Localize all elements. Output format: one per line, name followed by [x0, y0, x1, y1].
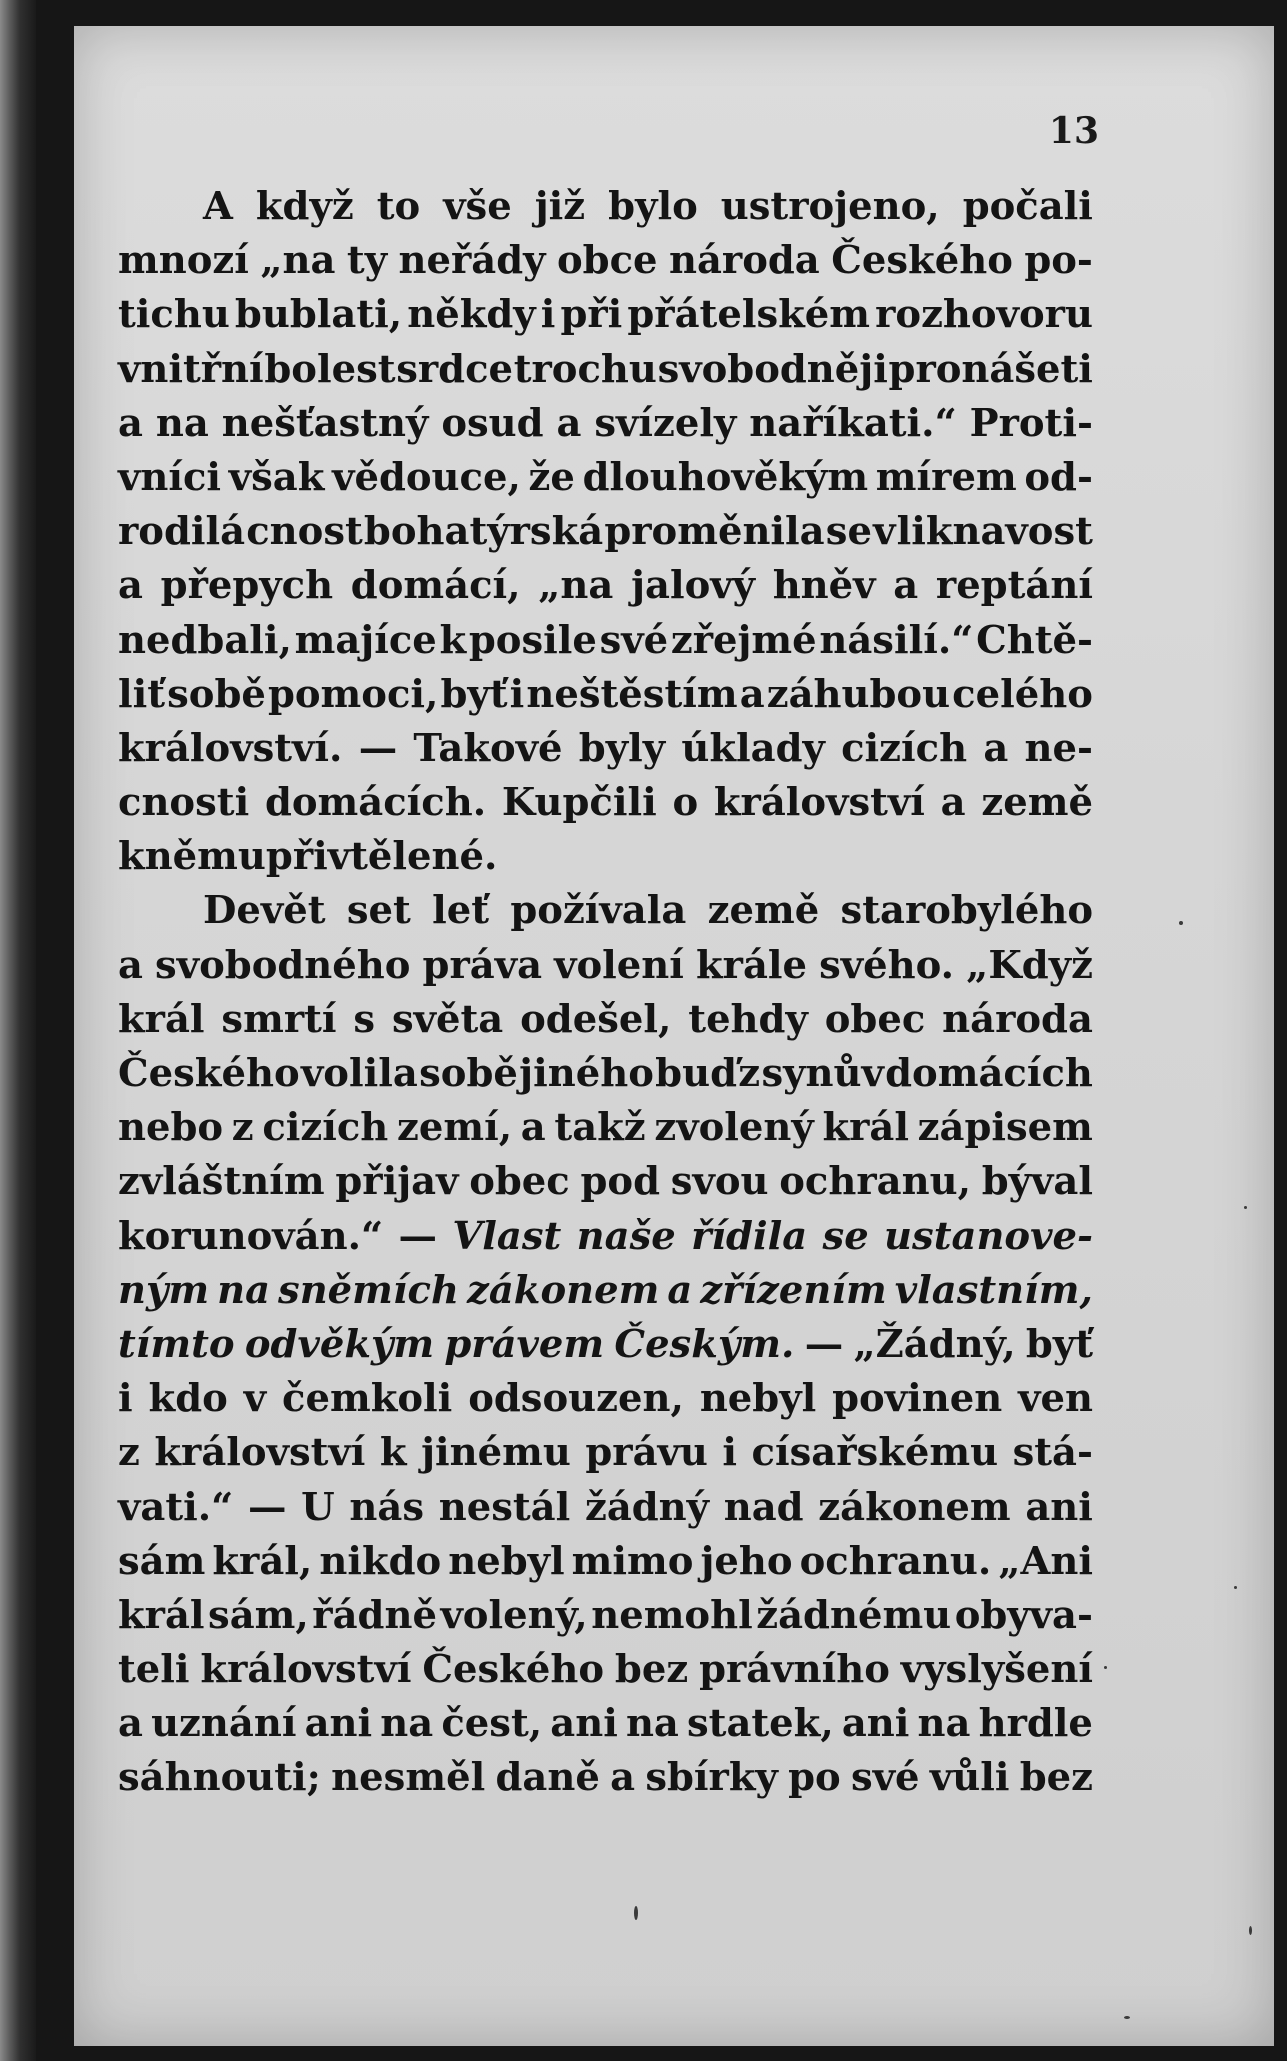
word: proměnila: [604, 509, 825, 555]
text-line: [118, 1697, 1093, 1751]
word: právem: [444, 1321, 605, 1367]
word: národa: [668, 238, 820, 284]
word: „na: [260, 238, 336, 284]
word: —: [804, 1321, 844, 1367]
text-line: [118, 668, 1093, 722]
word: nad: [723, 1484, 804, 1530]
text-line: [118, 1643, 1093, 1697]
word: reptání: [935, 563, 1093, 609]
word: pod: [580, 1159, 661, 1205]
word: v: [243, 1376, 267, 1422]
word: na: [380, 1701, 434, 1747]
word: na: [625, 1701, 679, 1747]
word: vůli: [929, 1755, 1010, 1801]
text-line: [118, 1264, 1093, 1318]
word: ani: [841, 1701, 910, 1747]
word: statek,: [686, 1701, 834, 1747]
word: a: [983, 725, 1009, 771]
word: —: [398, 1213, 438, 1259]
word: domácích.: [264, 780, 487, 826]
word: záhubou: [766, 671, 951, 717]
word: němu: [144, 834, 266, 880]
word: tichu: [118, 292, 230, 338]
word: nesměl: [331, 1755, 486, 1801]
word: království: [200, 1647, 412, 1693]
word: král: [822, 1105, 909, 1151]
word: domácí,: [350, 563, 521, 609]
word: a: [610, 1755, 636, 1801]
word: násilí.“: [819, 617, 974, 663]
word: svou: [670, 1159, 769, 1205]
text-line: [118, 180, 1093, 234]
book-spine-edge: [0, 0, 36, 2061]
text-line: [118, 1155, 1093, 1209]
text-line: [118, 993, 1093, 1047]
word: k: [439, 617, 467, 663]
word: i: [540, 292, 556, 338]
text-line: [118, 614, 1093, 668]
word: takž: [554, 1105, 646, 1151]
word: sněmích: [278, 1267, 459, 1313]
word: vědouce,: [332, 454, 521, 500]
word: odsouzen,: [468, 1376, 684, 1422]
word: mnozí: [118, 238, 249, 284]
ink-speck: [634, 1906, 638, 1920]
word: království: [154, 1430, 366, 1476]
text-line: [118, 1047, 1093, 1101]
word: nebo: [118, 1105, 224, 1151]
word: jiného: [519, 1051, 654, 1096]
word: a: [940, 780, 966, 826]
word: Devět: [203, 888, 326, 934]
word: a: [739, 671, 765, 717]
word: zákonem: [466, 1267, 660, 1313]
word: ani: [304, 1701, 373, 1747]
word: sám,: [208, 1592, 309, 1638]
word: bolest: [264, 346, 396, 392]
word: někdy: [407, 292, 536, 338]
word: sobě: [419, 1051, 518, 1096]
word: svého.: [819, 942, 955, 988]
word: a: [118, 563, 143, 609]
word: království.: [118, 725, 343, 771]
word: celého: [952, 671, 1093, 717]
word: i: [509, 671, 525, 717]
text-line: [118, 1210, 1093, 1264]
word: cnosti: [118, 780, 250, 826]
word: král: [118, 996, 205, 1042]
word: obyva-: [954, 1592, 1093, 1638]
word: volila: [300, 1051, 418, 1096]
word: při: [560, 292, 623, 338]
word: zvolený: [654, 1105, 814, 1151]
word: domácích: [885, 1051, 1093, 1096]
text-line: [118, 397, 1093, 451]
word: a: [893, 563, 919, 609]
word: světa: [391, 996, 504, 1042]
word: Českým.: [614, 1321, 795, 1367]
word: osud: [441, 400, 544, 446]
text-line: [118, 343, 1093, 397]
word: žádnému: [756, 1592, 952, 1638]
word: „Ani: [998, 1538, 1093, 1584]
word: jeho: [700, 1538, 793, 1584]
text-line: [118, 234, 1093, 288]
text-line: [118, 288, 1093, 342]
word: nás: [349, 1484, 425, 1530]
word: nebyl: [448, 1538, 565, 1584]
word: sám: [118, 1538, 206, 1584]
word: volení: [554, 942, 684, 988]
word: krále: [696, 942, 808, 988]
word: ochranu,: [779, 1159, 971, 1205]
word: země: [707, 888, 820, 934]
word: právního: [699, 1647, 890, 1693]
word: k: [379, 1430, 407, 1476]
word: čest,: [441, 1701, 543, 1747]
word: ne-: [1024, 725, 1093, 771]
word: rozhovoru: [875, 292, 1093, 338]
word: uznání: [151, 1701, 297, 1747]
word: liknavost: [896, 509, 1093, 555]
text-line: [118, 1481, 1093, 1535]
word: trochu: [513, 346, 657, 392]
word: od-: [1024, 454, 1093, 500]
word: když: [255, 184, 354, 229]
word: —: [358, 725, 398, 771]
text-line: [118, 1426, 1093, 1480]
word: čemkoli: [282, 1376, 453, 1422]
word: z: [118, 1430, 140, 1476]
word: práva: [422, 942, 543, 988]
word: že: [528, 454, 575, 500]
word: Českého: [422, 1647, 605, 1693]
word: Proti-: [969, 400, 1093, 446]
word: nedbali,: [118, 617, 292, 663]
text-line: [118, 884, 1093, 938]
word: a: [520, 1105, 546, 1151]
word: vlastním,: [894, 1267, 1093, 1313]
word: Vlast: [452, 1213, 562, 1259]
word: tímto: [118, 1321, 235, 1367]
text-line: [118, 1318, 1093, 1372]
word: Českého: [831, 238, 1013, 284]
word: svízely: [594, 400, 737, 446]
text-line: [118, 1535, 1093, 1589]
word: dlouhověkým: [582, 454, 869, 500]
word: vati.“: [118, 1484, 234, 1530]
word: cizích: [841, 725, 968, 771]
word: jinému: [421, 1430, 571, 1476]
word: na: [917, 1701, 971, 1747]
ink-speck: [1234, 1586, 1237, 1589]
word: nebyl: [699, 1376, 817, 1422]
body-text: [118, 180, 1093, 1806]
word: řídila: [691, 1213, 808, 1259]
text-line: [118, 722, 1093, 776]
word: o: [672, 780, 699, 826]
word: byť: [1025, 1321, 1093, 1367]
word: zvláštním: [118, 1159, 325, 1205]
word: sáhnouti;: [118, 1755, 321, 1801]
word: vyslyšení: [900, 1647, 1093, 1693]
word: to: [376, 184, 421, 229]
word: majíce: [294, 617, 437, 663]
word: svobodného: [155, 942, 411, 988]
word: počali: [962, 184, 1093, 229]
word: A: [203, 184, 233, 229]
word: liť: [118, 671, 166, 717]
word: naše: [576, 1213, 676, 1259]
word: z: [738, 1051, 761, 1096]
word: král: [118, 1592, 205, 1638]
word: U: [301, 1484, 335, 1530]
word: sbírky: [645, 1755, 778, 1801]
word: Chtě-: [976, 617, 1093, 663]
word: požívala: [510, 888, 687, 934]
word: přepych: [160, 563, 334, 609]
word: srdce: [396, 346, 514, 392]
word: leť: [432, 888, 490, 934]
word: odešel,: [520, 996, 672, 1042]
word: hněv: [772, 563, 876, 609]
text-line: [118, 505, 1093, 559]
word: korunován.“: [118, 1213, 384, 1259]
word: „Když: [966, 942, 1093, 988]
word: národa: [942, 996, 1093, 1042]
word: Českého: [118, 1051, 300, 1096]
word: buď: [655, 1051, 737, 1096]
word: povinen: [832, 1376, 1003, 1422]
word: nestál: [438, 1484, 571, 1530]
word: kdo: [148, 1376, 228, 1422]
word: set: [346, 888, 411, 934]
word: hrdle: [978, 1701, 1093, 1747]
word: a: [118, 942, 143, 988]
word: mimo: [571, 1538, 694, 1584]
ink-speck: [1249, 1926, 1252, 1935]
text-line: [118, 776, 1093, 830]
word: posile: [468, 617, 597, 663]
word: —: [247, 1484, 287, 1530]
word: po-: [1024, 238, 1093, 284]
word: byly: [578, 725, 666, 771]
word: přijav: [335, 1159, 459, 1205]
word: přátelském: [627, 292, 871, 338]
word: nešťastný: [221, 400, 429, 446]
text-line: [118, 1751, 1093, 1805]
word: ustrojeno,: [720, 184, 940, 229]
ink-speck: [1104, 1666, 1107, 1669]
word: zřejmé: [670, 617, 817, 663]
ink-speck: [1124, 2016, 1130, 2019]
word: teli: [118, 1647, 190, 1693]
word: již: [534, 184, 586, 229]
word: království: [713, 780, 925, 826]
word: se: [825, 509, 872, 555]
word: Takové: [413, 725, 563, 771]
word: svobodněji: [657, 346, 888, 392]
word: daně: [495, 1755, 600, 1801]
word: pomoci,: [267, 671, 439, 717]
text-line: [118, 1372, 1093, 1426]
word: cizích: [262, 1105, 389, 1151]
word: císařskému: [751, 1430, 999, 1476]
word: k: [118, 834, 145, 880]
word: ani: [1025, 1484, 1093, 1530]
word: býval: [981, 1159, 1093, 1205]
word: ani: [550, 1701, 618, 1747]
word: obec: [824, 996, 926, 1042]
word: bez: [614, 1647, 689, 1693]
word: byť: [440, 671, 508, 717]
word: sobě: [167, 671, 266, 717]
word: odvěkým: [244, 1321, 435, 1367]
word: vše: [443, 184, 512, 229]
word: na: [155, 400, 209, 446]
word: z: [231, 1105, 254, 1151]
word: ty: [346, 238, 388, 284]
word: se: [822, 1213, 869, 1259]
word: ochranu.: [799, 1538, 992, 1584]
word: řádně: [312, 1592, 437, 1638]
page-number: 13: [1048, 110, 1099, 152]
word: zákonem: [818, 1484, 1011, 1530]
word: „na: [538, 563, 614, 609]
word: bohatýrská: [363, 509, 604, 555]
text-line: [118, 1101, 1093, 1155]
word: Kupčili: [501, 780, 657, 826]
word: zřízením: [700, 1267, 887, 1313]
word: a: [118, 1701, 143, 1747]
word: starobylého: [840, 888, 1093, 934]
text-line: [118, 939, 1093, 993]
word: obce: [556, 238, 658, 284]
word: ustanove-: [884, 1213, 1093, 1259]
word: nemohl: [591, 1592, 753, 1638]
word: země: [981, 780, 1093, 826]
word: na: [217, 1267, 271, 1313]
word: mírem: [875, 454, 1017, 500]
word: přivtělené.: [265, 834, 498, 880]
word: i: [722, 1430, 738, 1476]
word: právu: [585, 1430, 708, 1476]
word: bez: [1019, 1755, 1093, 1801]
word: vnitřní: [118, 346, 264, 392]
word: tehdy: [688, 996, 808, 1042]
word: žádný: [584, 1484, 710, 1530]
ink-speck: [1244, 1206, 1247, 1209]
word: rodilá: [118, 509, 246, 555]
word: ven: [1018, 1376, 1093, 1422]
word: své: [599, 617, 669, 663]
text-line: [118, 559, 1093, 613]
word: po: [788, 1755, 841, 1801]
word: naříkati.“: [749, 400, 957, 446]
text-line: [118, 451, 1093, 505]
word: cnost: [246, 509, 363, 555]
word: smrtí: [221, 996, 337, 1042]
word: a: [118, 400, 143, 446]
word: vníci: [118, 454, 222, 500]
text-line: [118, 1589, 1093, 1643]
word: obec: [469, 1159, 570, 1205]
word: však: [228, 454, 325, 500]
word: a: [667, 1267, 693, 1313]
word: neštěstím: [526, 671, 738, 717]
word: nikdo: [319, 1538, 442, 1584]
word: zápisem: [917, 1105, 1093, 1151]
word: bublati,: [234, 292, 403, 338]
word: jalový: [631, 563, 755, 609]
word: zemí,: [396, 1105, 513, 1151]
word: stá-: [1012, 1430, 1093, 1476]
text-line: [118, 830, 1093, 884]
word: bylo: [608, 184, 698, 229]
word: úklady: [681, 725, 825, 771]
word: volený,: [440, 1592, 588, 1638]
word: v: [873, 509, 896, 555]
word: neřády: [398, 238, 546, 284]
word: s: [353, 996, 376, 1042]
word: král,: [212, 1538, 313, 1584]
ink-speck: [1179, 921, 1183, 925]
word: své: [851, 1755, 920, 1801]
word: synův: [761, 1051, 884, 1096]
word: ným: [118, 1267, 210, 1313]
word: a: [556, 400, 582, 446]
word: „Žádný,: [853, 1321, 1016, 1367]
word: i: [118, 1376, 133, 1422]
word: pronášeti: [888, 346, 1093, 392]
